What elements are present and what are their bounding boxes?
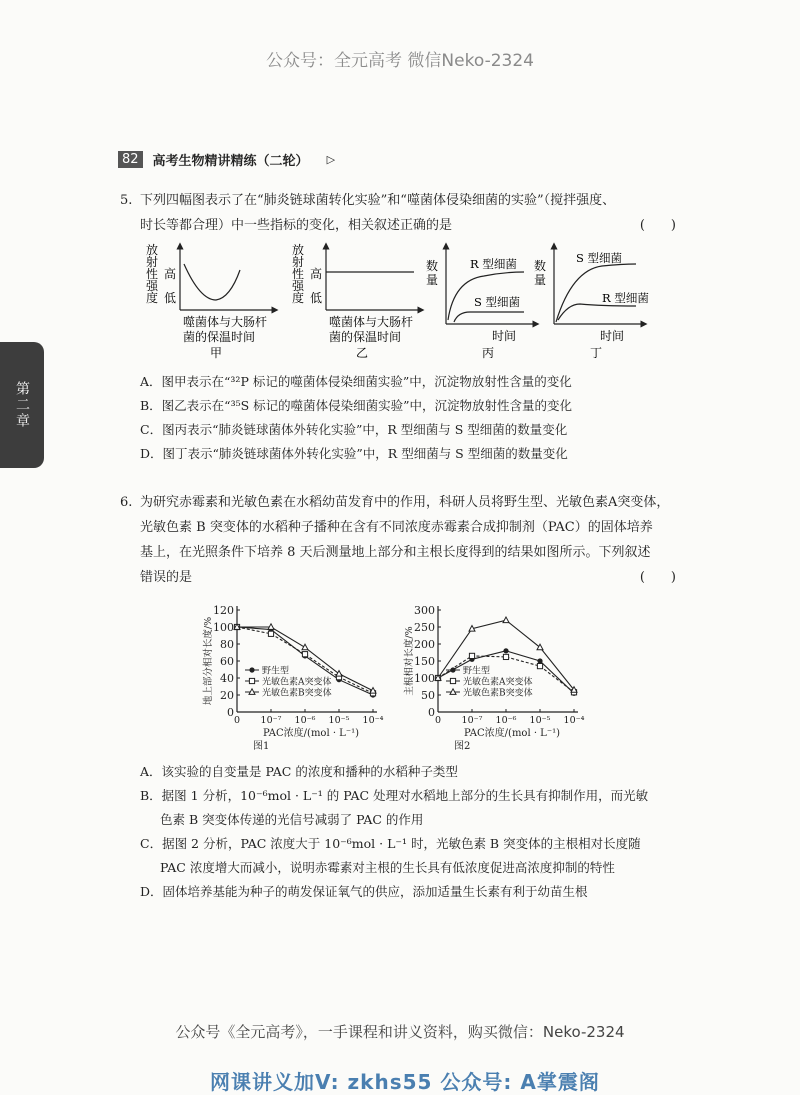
x-axis-label: PAC浓度/(mol · L⁻¹) — [463, 728, 561, 739]
x-tick-label: 10⁻⁷ — [461, 715, 483, 726]
y-axis-label: 主根相对长度/% — [404, 626, 415, 696]
option-c: C．图丙表示“肺炎链球菌体外转化实验”中，R 型细菌与 S 型细菌的数量变化 — [140, 422, 568, 437]
data-point — [302, 644, 308, 650]
x-axis-label: PAC浓度/(mol · L⁻¹) — [262, 728, 360, 739]
y-tick-label: 200 — [414, 638, 435, 651]
stem-line: 基上，在光照条件下培养 8 天后测量地上部分和主根长度得到的结果如图所示。下列叙述 — [140, 545, 651, 560]
label-high: 高 — [310, 267, 323, 281]
label-low: 低 — [164, 291, 177, 305]
ylabel-char: 度 — [292, 291, 305, 305]
data-point — [336, 671, 342, 677]
answer-paren: ( ) — [639, 218, 676, 233]
ylabel-line1: 数 — [534, 259, 547, 273]
curve-label-s: S 型细菌 — [576, 251, 623, 265]
option-d: D．图丁表示“肺炎链球菌体外转化实验”中，R 型细菌与 S 型细菌的数量变化 — [140, 446, 568, 461]
y-tick-label: 250 — [414, 621, 435, 634]
y-axis-label: 地上部分相对长度/% — [203, 616, 214, 706]
ylabel-char: 放 — [146, 243, 159, 257]
ylabel-line2: 量 — [534, 273, 547, 287]
diagram-jia — [146, 243, 275, 360]
data-point — [450, 667, 455, 672]
question-6-options — [140, 760, 685, 904]
chart-figure-2 — [398, 600, 598, 755]
y-tick-label: 0 — [227, 706, 234, 719]
option-a: A．该实验的自变量是 PAC 的浓度和播种的水稻种子类型 — [140, 764, 458, 779]
page-number: 82 — [118, 151, 143, 168]
chapter-side-tab: 第二章 — [0, 342, 44, 468]
data-point — [503, 617, 509, 623]
legend-label: 野生型 — [262, 666, 290, 677]
ylabel-char: 射 — [146, 255, 159, 269]
stem-text: 错误的是 — [140, 570, 193, 585]
ylabel-char: 性 — [292, 267, 305, 281]
diagram-name: 乙 — [356, 346, 369, 360]
curve-r — [558, 304, 636, 320]
label-high: 高 — [164, 267, 177, 281]
legend-label: 光敏色素A突变体 — [262, 677, 332, 688]
option-c-cont: PAC 浓度增大而减小，说明赤霉素对主根的生长具有低浓度促进高浓度抑制的特性 — [160, 860, 615, 875]
option-c: C．据图 2 分析，PAC 浓度大于 10⁻⁶mol · L⁻¹ 时，光敏色素 B 突变体的主根相对长度随 — [140, 836, 641, 851]
x-tick-label: 10⁻⁷ — [260, 715, 282, 726]
x-tick-label: 10⁻⁴ — [563, 715, 585, 726]
legend-label: 光敏色素B突变体 — [463, 688, 533, 699]
ylabel-char: 射 — [292, 255, 305, 269]
chart-figure-1 — [195, 600, 385, 755]
diagram-bing — [426, 246, 536, 360]
y-tick-label: 0 — [428, 706, 435, 719]
stem-line — [140, 213, 676, 238]
q5-diagrams — [140, 240, 660, 365]
data-point — [503, 654, 508, 659]
answer-paren: ( ) — [639, 570, 676, 585]
xlabel: 时间 — [600, 329, 625, 343]
y-tick-label: 60 — [220, 655, 234, 668]
data-point — [537, 658, 542, 663]
stem-line: 光敏色素 B 突变体的水稻种子播种在含有不同浓度赤霉素合成抑制剂（PAC）的固体培养 — [140, 520, 653, 535]
chart-title: 图1 — [253, 741, 270, 752]
y-tick-label: 50 — [421, 689, 435, 702]
page-header — [118, 150, 335, 169]
data-point — [450, 678, 455, 683]
xlabel-line1: 噬菌体与大肠杆 — [183, 315, 268, 329]
legend-label: 野生型 — [463, 666, 491, 677]
y-tick-label: 300 — [414, 604, 435, 617]
question-number: 5. — [120, 193, 133, 208]
bottom-watermark: 公众号《全元高考》，一手课程和讲义资料，购买微信：Neko-2324 — [175, 1023, 625, 1041]
option-b: B．据图 1 分析，10⁻⁶mol · L⁻¹ 的 PAC 处理对水稻地上部分的生长具有抑制作用，而光敏 — [140, 788, 649, 803]
data-point — [249, 678, 254, 683]
diagram-yi — [292, 243, 421, 360]
y-tick-label: 100 — [414, 672, 435, 685]
diagram-ding — [534, 246, 649, 360]
triangle-marker-icon: ▷ — [326, 153, 336, 166]
ylabel-char: 度 — [146, 291, 159, 305]
xlabel-line2: 菌的保温时间 — [183, 330, 256, 344]
stem-line — [140, 565, 676, 590]
question-number: 6. — [120, 495, 133, 510]
book-title: 高考生物精讲精练（二轮） — [152, 154, 309, 169]
x-tick-label: 10⁻⁵ — [529, 715, 551, 726]
stem-line: 下列四幅图表示了在“肺炎链球菌转化实验”和“噬菌体侵染细菌的实验”（搅拌强度、 — [140, 193, 616, 208]
x-tick-label: 0 — [434, 715, 442, 726]
x-tick-label: 0 — [233, 715, 241, 726]
xlabel: 时间 — [492, 329, 517, 343]
x-tick-label: 10⁻⁴ — [362, 715, 384, 726]
curve-label-r: R 型细菌 — [602, 291, 649, 305]
y-tick-label: 150 — [414, 655, 435, 668]
curve — [184, 264, 240, 300]
data-point — [503, 648, 508, 653]
top-watermark: 公众号：全元高考 微信Neko-2324 — [266, 51, 534, 71]
data-point — [537, 664, 542, 669]
diagram-name: 丙 — [482, 346, 495, 360]
stem-text: 时长等都合理）中一些指标的变化，相关叙述正确的是 — [140, 218, 453, 233]
bottom-cut-text: 网课讲义加V: zkhs55 公众号: A掌震阁 — [210, 1070, 600, 1094]
ylabel-char: 放 — [292, 243, 305, 257]
xlabel-line2: 菌的保温时间 — [329, 330, 402, 344]
y-tick-label: 40 — [220, 672, 234, 685]
data-point — [302, 652, 307, 657]
data-point — [249, 667, 254, 672]
x-tick-label: 10⁻⁶ — [495, 715, 517, 726]
x-tick-label: 10⁻⁶ — [294, 715, 316, 726]
ylabel-line1: 数 — [426, 259, 439, 273]
xlabel-line1: 噬菌体与大肠杆 — [329, 315, 414, 329]
y-tick-label: 120 — [213, 604, 234, 617]
chart-title: 图2 — [454, 741, 471, 752]
curve-label-s: S 型细菌 — [474, 295, 521, 309]
question-5-stem — [120, 188, 676, 238]
label-low: 低 — [310, 291, 323, 305]
option-a: A．图甲表示在“³²P 标记的噬菌体侵染细菌实验”中，沉淀物放射性含量的变化 — [140, 374, 572, 389]
y-tick-label: 80 — [220, 638, 234, 651]
diagram-name: 丁 — [590, 346, 603, 360]
x-tick-label: 10⁻⁵ — [328, 715, 350, 726]
legend-label: 光敏色素A突变体 — [463, 677, 533, 688]
ylabel-char: 强 — [146, 279, 159, 293]
option-b-cont: 色素 B 突变体传递的光信号减弱了 PAC 的作用 — [160, 812, 424, 827]
question-5-options — [140, 370, 680, 466]
legend-label: 光敏色素B突变体 — [262, 688, 332, 699]
data-point — [469, 653, 474, 658]
ylabel-char: 强 — [292, 279, 305, 293]
question-6-stem — [120, 490, 676, 590]
curve-s — [454, 312, 524, 322]
y-tick-label: 100 — [213, 621, 234, 634]
stem-line: 为研究赤霉素和光敏色素在水稻幼苗发育中的作用，科研人员将野生型、光敏色素A突变体， — [140, 495, 670, 510]
diagram-name: 甲 — [210, 346, 223, 360]
y-tick-label: 20 — [220, 689, 234, 702]
curve-label-r: R 型细菌 — [470, 257, 517, 271]
ylabel-char: 性 — [146, 267, 159, 281]
option-d: D．固体培养基能为种子的萌发保证氧气的供应，添加适量生长素有利于幼苗生根 — [140, 884, 588, 899]
data-point — [268, 631, 273, 636]
ylabel-line2: 量 — [426, 273, 439, 287]
option-b: B．图乙表示在“³⁵S 标记的噬菌体侵染细菌实验”中，沉淀物放射性含量的变化 — [140, 398, 573, 413]
